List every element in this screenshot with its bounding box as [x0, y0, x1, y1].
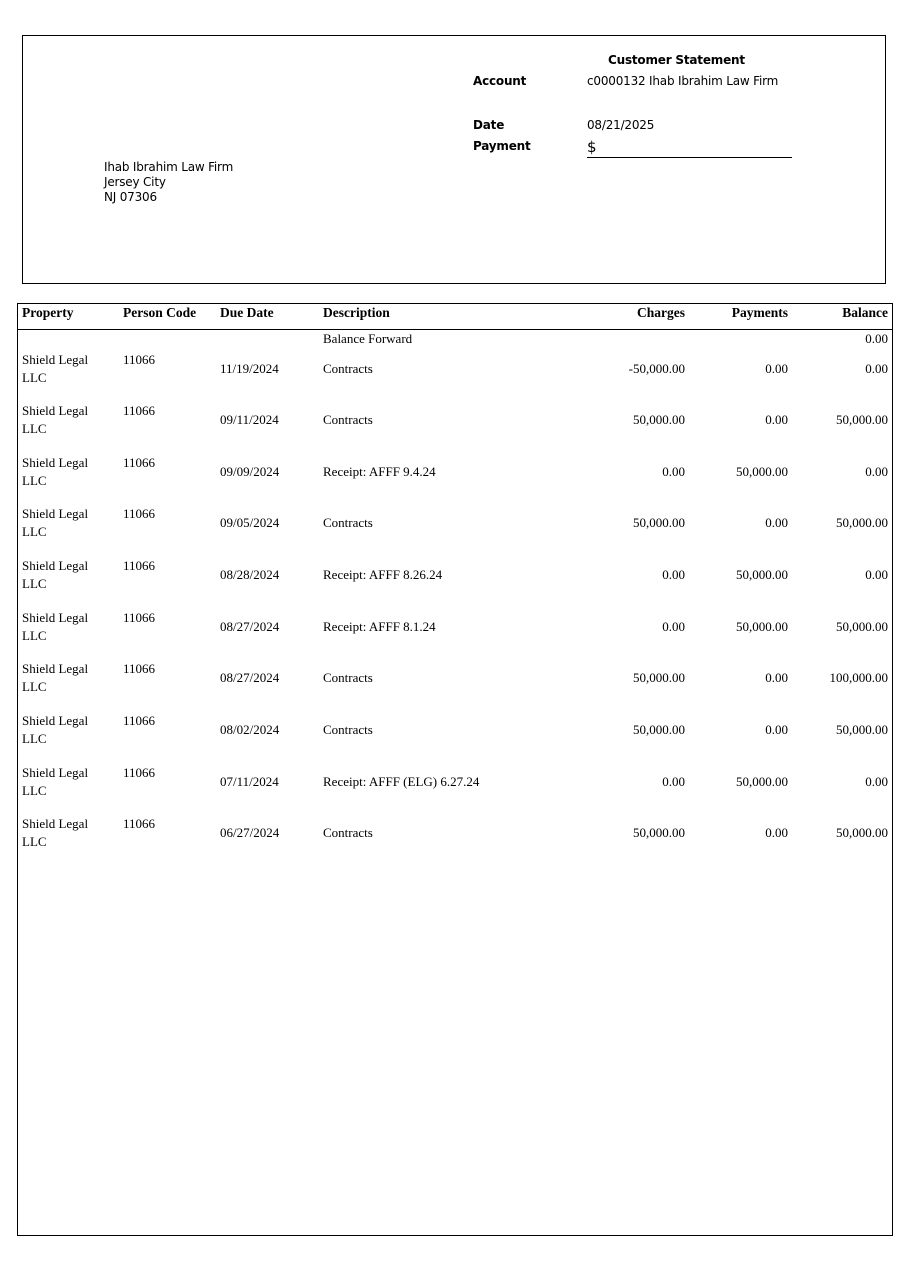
cell-charges: 50,000.00: [633, 412, 685, 427]
cell-property: Shield Legal: [22, 661, 89, 676]
cell-property-cont: LLC: [22, 524, 47, 539]
cell-charges: 50,000.00: [633, 722, 685, 737]
balance-forward-amount: 0.00: [865, 331, 888, 346]
address-name: Ihab Ibrahim Law Firm: [104, 160, 234, 174]
cell-property-cont: LLC: [22, 834, 47, 849]
cell-due-date: 09/11/2024: [220, 412, 279, 427]
cell-balance: 0.00: [865, 774, 888, 789]
date-value: 08/21/2025: [587, 118, 655, 132]
cell-due-date: 08/02/2024: [220, 722, 280, 737]
cell-charges: 50,000.00: [633, 670, 685, 685]
cell-property-cont: LLC: [22, 628, 47, 643]
date-label: Date: [473, 118, 505, 132]
cell-payments: 50,000.00: [736, 464, 788, 479]
cell-property-cont: LLC: [22, 473, 47, 488]
payment-currency: $: [587, 138, 597, 156]
cell-balance: 50,000.00: [836, 619, 888, 634]
payment-entry-line: [587, 157, 792, 158]
table-header-divider: [18, 329, 892, 330]
column-header-person-code: Person Code: [123, 305, 197, 320]
cell-charges: -50,000.00: [628, 361, 685, 376]
cell-property-cont: LLC: [22, 783, 47, 798]
cell-description: Contracts: [323, 722, 373, 737]
cell-description: Contracts: [323, 361, 373, 376]
cell-person-code: 11066: [123, 661, 156, 676]
cell-balance: 50,000.00: [836, 412, 888, 427]
cell-payments: 0.00: [765, 722, 788, 737]
column-header-description: Description: [323, 305, 390, 320]
column-header-property: Property: [22, 305, 74, 320]
payment-label: Payment: [473, 139, 531, 153]
cell-property: Shield Legal: [22, 352, 89, 367]
cell-balance: 50,000.00: [836, 515, 888, 530]
column-header-balance: Balance: [842, 305, 888, 320]
balance-forward-label: Balance Forward: [323, 331, 413, 346]
cell-payments: 50,000.00: [736, 567, 788, 582]
cell-description: Receipt: AFFF 8.26.24: [323, 567, 443, 582]
account-value: c0000132 Ihab Ibrahim Law Firm: [587, 74, 779, 88]
cell-balance: 50,000.00: [836, 722, 888, 737]
cell-charges: 0.00: [662, 464, 685, 479]
cell-charges: 50,000.00: [633, 515, 685, 530]
cell-description: Contracts: [323, 412, 373, 427]
cell-description: Contracts: [323, 825, 373, 840]
cell-person-code: 11066: [123, 558, 156, 573]
statement-title: Customer Statement: [608, 53, 745, 67]
cell-property: Shield Legal: [22, 816, 89, 831]
cell-property-cont: LLC: [22, 576, 47, 591]
cell-due-date: 08/28/2024: [220, 567, 280, 582]
cell-payments: 50,000.00: [736, 774, 788, 789]
cell-property: Shield Legal: [22, 455, 89, 470]
cell-person-code: 11066: [123, 403, 156, 418]
cell-person-code: 11066: [123, 765, 156, 780]
address-state-zip: NJ 07306: [104, 190, 157, 204]
cell-description: Receipt: AFFF 8.1.24: [323, 619, 436, 634]
cell-due-date: 07/11/2024: [220, 774, 279, 789]
cell-charges: 0.00: [662, 619, 685, 634]
cell-description: Contracts: [323, 670, 373, 685]
cell-due-date: 09/09/2024: [220, 464, 280, 479]
cell-description: Receipt: AFFF (ELG) 6.27.24: [323, 774, 480, 789]
cell-property: Shield Legal: [22, 610, 89, 625]
cell-property: Shield Legal: [22, 558, 89, 573]
column-header-charges: Charges: [637, 305, 685, 320]
cell-person-code: 11066: [123, 352, 156, 367]
cell-payments: 0.00: [765, 361, 788, 376]
cell-balance: 100,000.00: [829, 670, 888, 685]
cell-charges: 0.00: [662, 774, 685, 789]
cell-balance: 0.00: [865, 361, 888, 376]
cell-property-cont: LLC: [22, 679, 47, 694]
account-label: Account: [473, 74, 527, 88]
cell-due-date: 09/05/2024: [220, 515, 280, 530]
cell-payments: 0.00: [765, 825, 788, 840]
cell-property-cont: LLC: [22, 370, 47, 385]
cell-person-code: 11066: [123, 610, 156, 625]
cell-due-date: 06/27/2024: [220, 825, 280, 840]
cell-payments: 0.00: [765, 412, 788, 427]
cell-person-code: 11066: [123, 455, 156, 470]
cell-description: Receipt: AFFF 9.4.24: [323, 464, 436, 479]
cell-due-date: 11/19/2024: [220, 361, 279, 376]
cell-due-date: 08/27/2024: [220, 619, 280, 634]
column-header-payments: Payments: [731, 305, 788, 320]
cell-description: Contracts: [323, 515, 373, 530]
cell-balance: 0.00: [865, 464, 888, 479]
cell-property: Shield Legal: [22, 765, 89, 780]
cell-due-date: 08/27/2024: [220, 670, 280, 685]
cell-property-cont: LLC: [22, 421, 47, 436]
cell-person-code: 11066: [123, 506, 156, 521]
cell-payments: 50,000.00: [736, 619, 788, 634]
cell-property-cont: LLC: [22, 731, 47, 746]
column-header-due-date: Due Date: [220, 305, 274, 320]
cell-charges: 0.00: [662, 567, 685, 582]
cell-payments: 0.00: [765, 670, 788, 685]
cell-person-code: 11066: [123, 713, 156, 728]
cell-charges: 50,000.00: [633, 825, 685, 840]
cell-balance: 50,000.00: [836, 825, 888, 840]
cell-property: Shield Legal: [22, 403, 89, 418]
address-city: Jersey City: [104, 175, 166, 189]
cell-property: Shield Legal: [22, 506, 89, 521]
cell-payments: 0.00: [765, 515, 788, 530]
cell-balance: 0.00: [865, 567, 888, 582]
cell-property: Shield Legal: [22, 713, 89, 728]
cell-person-code: 11066: [123, 816, 156, 831]
